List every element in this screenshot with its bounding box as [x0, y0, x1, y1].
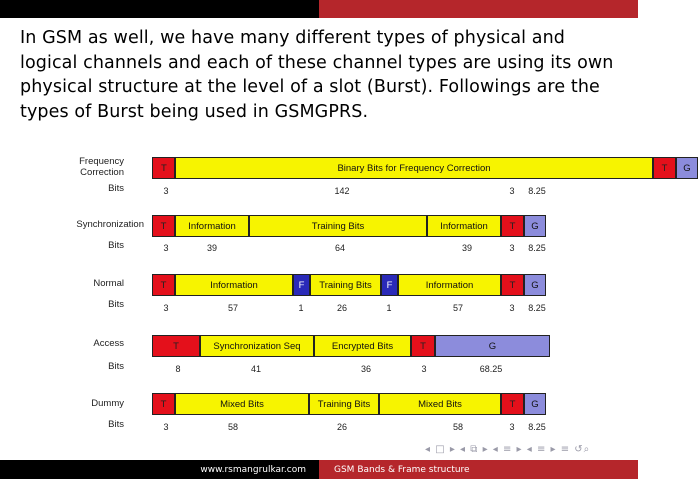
- segment-bits: 8.25: [528, 422, 546, 432]
- segment-bits: 41: [250, 364, 262, 374]
- bits-label: Bits: [108, 240, 124, 251]
- nav-prev-slide-icon[interactable]: ◂ □ ▸: [425, 444, 456, 455]
- burst-segment: Information: [175, 274, 293, 296]
- segment-bits: 8.25: [528, 303, 546, 313]
- burst-segment: G: [524, 274, 546, 296]
- footer-author: www.rsmangrulkar.com: [0, 460, 319, 479]
- segment-bits: 3: [163, 303, 169, 313]
- segment-bits: 39: [461, 243, 473, 253]
- bits-label: Bits: [108, 361, 124, 372]
- burst-segment: T: [152, 215, 175, 237]
- burst-segment: T: [152, 274, 175, 296]
- burst-segment: F: [293, 274, 310, 296]
- burst-segment: T: [501, 274, 524, 296]
- burst-segment: Encrypted Bits: [314, 335, 411, 357]
- segment-bits: 58: [227, 422, 239, 432]
- bits-label: Bits: [108, 419, 124, 430]
- burst-segment: T: [501, 393, 524, 415]
- segment-bits: 3: [509, 422, 515, 432]
- bits-label: Bits: [108, 299, 124, 310]
- segment-bits: 26: [336, 303, 348, 313]
- segment-bits: 3: [163, 186, 169, 196]
- burst-segment: G: [524, 215, 546, 237]
- burst-segment: T: [152, 335, 200, 357]
- burst-segment: Mixed Bits: [379, 393, 501, 415]
- segment-bits: 36: [360, 364, 372, 374]
- beamer-navigation: [425, 444, 590, 455]
- burst-segment: Training Bits: [310, 274, 381, 296]
- footer-bar: [0, 460, 638, 479]
- burst-segment: T: [501, 215, 524, 237]
- burst-name: Frequency Correction: [79, 156, 124, 178]
- segment-bits: 58: [452, 422, 464, 432]
- segment-bits: 8.25: [528, 243, 546, 253]
- burst-segment: T: [653, 157, 676, 179]
- segment-bits: 3: [163, 243, 169, 253]
- nav-prev-frame-icon[interactable]: ◂ ⧉ ▸: [460, 444, 489, 455]
- burst-segment: G: [676, 157, 698, 179]
- burst-segment: Training Bits: [249, 215, 427, 237]
- burst-segment: Information: [427, 215, 501, 237]
- header-bar: [0, 0, 638, 18]
- burst-segment: Information: [175, 215, 249, 237]
- burst-segment: T: [411, 335, 435, 357]
- burst-name: Dummy: [91, 398, 124, 409]
- burst-segment: T: [152, 157, 175, 179]
- burst-segment: Synchronization Seq: [200, 335, 314, 357]
- segment-bits: 3: [509, 303, 515, 313]
- burst-segment: G: [524, 393, 546, 415]
- segment-bits: 39: [206, 243, 218, 253]
- header-bar-dark: [0, 0, 319, 18]
- segment-bits: 8: [175, 364, 181, 374]
- burst-segment: T: [152, 393, 175, 415]
- bits-label: Bits: [108, 183, 124, 194]
- segment-bits: 26: [336, 422, 348, 432]
- burst-segment: G: [435, 335, 550, 357]
- nav-search-icon[interactable]: ↺⌕: [574, 444, 591, 455]
- segment-bits: 57: [452, 303, 464, 313]
- burst-segment: Binary Bits for Frequency Correction: [175, 157, 653, 179]
- intro-paragraph: In GSM as well, we have many different types of physical and logical channels and each of these channel types are using its own physical structure at the level of a slot (Burst). Followings are the types of Burst being used in GSMGPRS.: [20, 28, 614, 122]
- burst-segment: Training Bits: [309, 393, 379, 415]
- header-bar-red: [319, 0, 638, 18]
- segment-bits: 3: [509, 243, 515, 253]
- segment-bits: 1: [298, 303, 304, 313]
- segment-bits: 8.25: [528, 186, 546, 196]
- segment-bits: 64: [334, 243, 346, 253]
- footer-slide-title: GSM Bands & Frame structure: [319, 460, 638, 479]
- segment-bits: 3: [421, 364, 427, 374]
- burst-name: Access: [93, 338, 124, 349]
- segment-bits: 3: [163, 422, 169, 432]
- segment-bits: 57: [227, 303, 239, 313]
- nav-subsection-icon[interactable]: ◂ ≡ ▸: [526, 444, 557, 455]
- burst-name: Normal: [93, 278, 124, 289]
- segment-bits: 68.25: [479, 364, 503, 374]
- nav-section-icon[interactable]: ◂ ≡ ▸: [492, 444, 523, 455]
- burst-segment: Mixed Bits: [175, 393, 309, 415]
- burst-segment: F: [381, 274, 398, 296]
- segment-bits: 142: [334, 186, 350, 196]
- nav-align-icon[interactable]: ≡: [560, 444, 571, 455]
- segment-bits: 1: [386, 303, 392, 313]
- burst-segment: Information: [398, 274, 501, 296]
- burst-name: Synchronization: [76, 219, 144, 230]
- segment-bits: 3: [509, 186, 515, 196]
